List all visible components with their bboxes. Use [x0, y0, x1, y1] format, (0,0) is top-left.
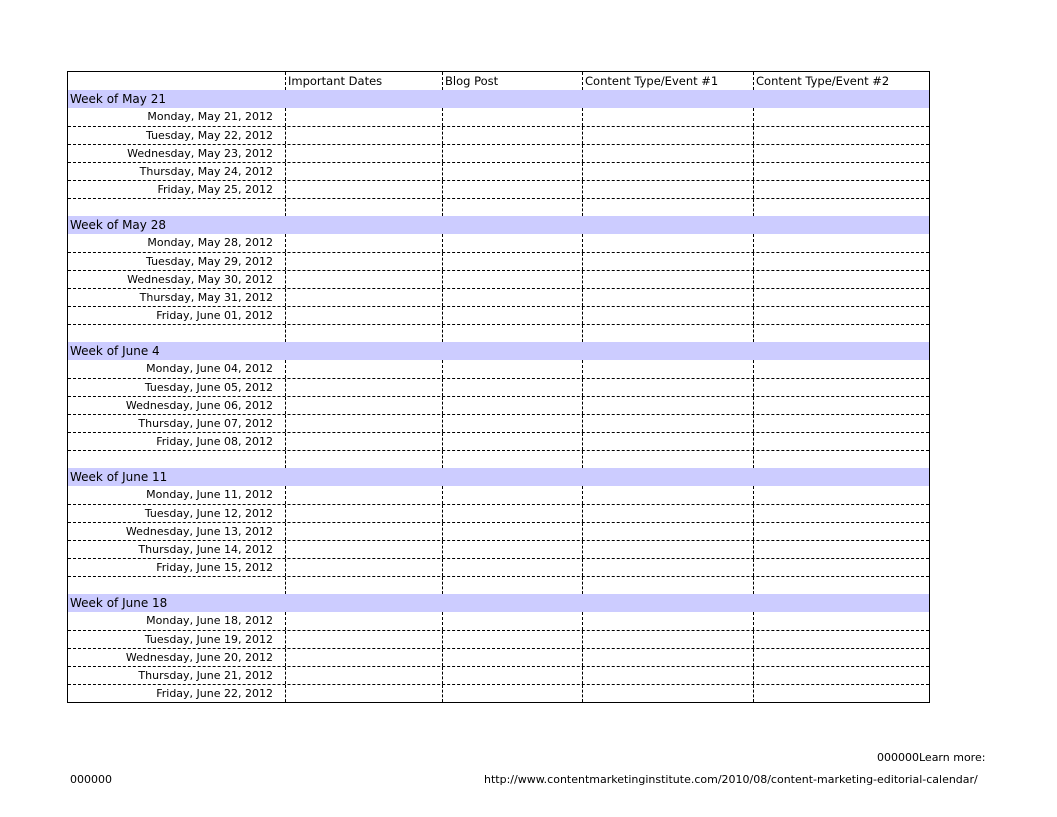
day-date: Monday, June 11, 2012: [146, 488, 273, 501]
important-dates-cell[interactable]: [285, 541, 442, 558]
content-type-2-cell[interactable]: [753, 486, 929, 504]
important-dates-cell[interactable]: [285, 649, 442, 666]
header-content-type-2: Content Type/Event #2: [753, 72, 929, 90]
important-dates-cell[interactable]: [285, 234, 442, 252]
week-band-row: [68, 90, 929, 108]
day-row: [68, 558, 929, 576]
important-dates-cell[interactable]: [285, 505, 442, 522]
spacer-row: [68, 324, 929, 342]
day-date: Thursday, May 31, 2012: [139, 291, 273, 304]
day-row: [68, 648, 929, 666]
important-dates-cell[interactable]: [285, 271, 442, 288]
important-dates-cell[interactable]: [285, 397, 442, 414]
day-row: [68, 180, 929, 198]
content-type-1-cell[interactable]: [582, 163, 753, 180]
day-date: Wednesday, May 23, 2012: [127, 147, 273, 160]
day-date: Monday, June 04, 2012: [146, 362, 273, 375]
content-type-1-cell[interactable]: [582, 433, 753, 450]
day-row: [68, 234, 929, 252]
spacer-cell: [753, 577, 929, 594]
spacer-cell: [68, 577, 285, 594]
spacer-cell: [582, 451, 753, 468]
header-content-type-1: Content Type/Event #1: [582, 72, 753, 90]
important-dates-cell[interactable]: [285, 379, 442, 396]
blog-post-cell[interactable]: [442, 433, 582, 450]
day-row: [68, 288, 929, 306]
week-band-row: [68, 468, 929, 486]
content-type-2-cell[interactable]: [753, 433, 929, 450]
content-type-1-cell[interactable]: [582, 667, 753, 684]
blog-post-cell[interactable]: [442, 271, 582, 288]
content-type-1-cell[interactable]: [582, 145, 753, 162]
content-type-1-cell[interactable]: [582, 649, 753, 666]
day-date: Thursday, May 24, 2012: [139, 165, 273, 178]
day-date: Thursday, June 14, 2012: [138, 543, 273, 556]
spacer-cell: [582, 577, 753, 594]
important-dates-cell[interactable]: [285, 433, 442, 450]
content-type-2-cell[interactable]: [753, 667, 929, 684]
spacer-row: [68, 198, 929, 216]
content-type-1-cell[interactable]: [582, 289, 753, 306]
content-type-2-cell[interactable]: [753, 253, 929, 270]
page-code: 000000: [70, 773, 112, 786]
important-dates-cell[interactable]: [285, 486, 442, 504]
spacer-cell: [285, 199, 442, 216]
blog-post-cell[interactable]: [442, 360, 582, 378]
day-date: Wednesday, June 06, 2012: [125, 399, 273, 412]
important-dates-cell[interactable]: [285, 523, 442, 540]
content-type-1-cell[interactable]: [582, 541, 753, 558]
content-type-2-cell[interactable]: [753, 163, 929, 180]
important-dates-cell[interactable]: [285, 307, 442, 324]
content-type-1-cell[interactable]: [582, 271, 753, 288]
content-type-1-cell[interactable]: [582, 108, 753, 126]
day-date: Wednesday, June 20, 2012: [125, 651, 273, 664]
editorial-calendar-table: [67, 71, 930, 703]
content-type-1-cell[interactable]: [582, 612, 753, 630]
day-row: [68, 270, 929, 288]
blog-post-cell[interactable]: [442, 685, 582, 702]
day-date: Tuesday, June 05, 2012: [144, 381, 273, 394]
blog-post-cell[interactable]: [442, 253, 582, 270]
important-dates-cell[interactable]: [285, 145, 442, 162]
learn-more-text: 000000Learn more:: [877, 751, 986, 764]
day-row: [68, 486, 929, 504]
day-row: [68, 414, 929, 432]
content-type-1-cell[interactable]: [582, 559, 753, 576]
blog-post-cell[interactable]: [442, 289, 582, 306]
content-type-2-cell[interactable]: [753, 541, 929, 558]
day-date: Monday, May 28, 2012: [147, 236, 273, 249]
calendar-body: [68, 90, 929, 702]
day-row: [68, 522, 929, 540]
content-type-2-cell[interactable]: [753, 127, 929, 144]
day-row: [68, 252, 929, 270]
day-row: [68, 378, 929, 396]
blog-post-cell[interactable]: [442, 379, 582, 396]
blog-post-cell[interactable]: [442, 559, 582, 576]
content-type-2-cell[interactable]: [753, 649, 929, 666]
day-date: Friday, May 25, 2012: [157, 183, 273, 196]
blog-post-cell[interactable]: [442, 667, 582, 684]
content-type-2-cell[interactable]: [753, 234, 929, 252]
reference-url[interactable]: http://www.contentmarketinginstitute.com/2010/08/content-marketing-editorial-calendar/: [484, 773, 978, 786]
week-band-row: [68, 342, 929, 360]
blog-post-cell[interactable]: [442, 127, 582, 144]
blog-post-cell[interactable]: [442, 397, 582, 414]
content-type-2-cell[interactable]: [753, 612, 929, 630]
week-band-row: [68, 216, 929, 234]
content-type-2-cell[interactable]: [753, 397, 929, 414]
blog-post-cell[interactable]: [442, 612, 582, 630]
blog-post-cell[interactable]: [442, 486, 582, 504]
spacer-row: [68, 450, 929, 468]
important-dates-cell[interactable]: [285, 289, 442, 306]
important-dates-cell[interactable]: [285, 181, 442, 198]
day-row: [68, 540, 929, 558]
content-type-1-cell[interactable]: [582, 379, 753, 396]
content-type-1-cell[interactable]: [582, 234, 753, 252]
spacer-cell: [442, 577, 582, 594]
day-date: Friday, June 08, 2012: [156, 435, 273, 448]
day-date: Monday, May 21, 2012: [147, 110, 273, 123]
important-dates-cell[interactable]: [285, 360, 442, 378]
day-row: [68, 432, 929, 450]
day-date: Thursday, June 21, 2012: [138, 669, 273, 682]
week-label: Week of May 28: [70, 218, 166, 232]
day-date: Tuesday, May 29, 2012: [146, 255, 273, 268]
important-dates-cell[interactable]: [285, 559, 442, 576]
week-label: Week of June 18: [70, 596, 168, 610]
content-type-1-cell[interactable]: [582, 181, 753, 198]
spacer-cell: [68, 451, 285, 468]
day-row: [68, 396, 929, 414]
day-row: [68, 504, 929, 522]
content-type-1-cell[interactable]: [582, 307, 753, 324]
content-type-1-cell[interactable]: [582, 397, 753, 414]
day-date: Wednesday, May 30, 2012: [127, 273, 273, 286]
important-dates-cell[interactable]: [285, 127, 442, 144]
spacer-cell: [68, 199, 285, 216]
spacer-cell: [582, 199, 753, 216]
day-date: Monday, June 18, 2012: [146, 614, 273, 627]
content-type-2-cell[interactable]: [753, 379, 929, 396]
day-row: [68, 630, 929, 648]
day-date: Friday, June 01, 2012: [156, 309, 273, 322]
important-dates-cell[interactable]: [285, 163, 442, 180]
important-dates-cell[interactable]: [285, 108, 442, 126]
header-blog-post: Blog Post: [442, 72, 582, 90]
content-type-1-cell[interactable]: [582, 127, 753, 144]
blog-post-cell[interactable]: [442, 181, 582, 198]
day-row: [68, 306, 929, 324]
content-type-1-cell[interactable]: [582, 685, 753, 702]
day-date: Friday, June 22, 2012: [156, 687, 273, 700]
spacer-cell: [285, 325, 442, 342]
day-row: [68, 162, 929, 180]
header-date-column: [68, 72, 285, 90]
important-dates-cell[interactable]: [285, 667, 442, 684]
blog-post-cell[interactable]: [442, 631, 582, 648]
important-dates-cell[interactable]: [285, 685, 442, 702]
week-label: Week of June 4: [70, 344, 160, 358]
spacer-cell: [753, 199, 929, 216]
week-label: Week of May 21: [70, 92, 166, 106]
week-label: Week of June 11: [70, 470, 168, 484]
day-date: Friday, June 15, 2012: [156, 561, 273, 574]
blog-post-cell[interactable]: [442, 307, 582, 324]
important-dates-cell[interactable]: [285, 415, 442, 432]
spacer-cell: [285, 577, 442, 594]
content-type-1-cell[interactable]: [582, 523, 753, 540]
spacer-cell: [442, 325, 582, 342]
spacer-cell: [753, 451, 929, 468]
blog-post-cell[interactable]: [442, 234, 582, 252]
blog-post-cell[interactable]: [442, 541, 582, 558]
day-row: [68, 144, 929, 162]
content-type-2-cell[interactable]: [753, 360, 929, 378]
spacer-cell: [68, 325, 285, 342]
day-date: Tuesday, June 12, 2012: [144, 507, 273, 520]
blog-post-cell[interactable]: [442, 505, 582, 522]
day-row: [68, 108, 929, 126]
content-type-2-cell[interactable]: [753, 289, 929, 306]
content-type-2-cell[interactable]: [753, 685, 929, 702]
spacer-cell: [582, 325, 753, 342]
week-band-row: [68, 594, 929, 612]
content-type-2-cell[interactable]: [753, 631, 929, 648]
day-row: [68, 612, 929, 630]
day-row: [68, 684, 929, 702]
content-type-2-cell[interactable]: [753, 523, 929, 540]
content-type-1-cell[interactable]: [582, 415, 753, 432]
spacer-cell: [442, 199, 582, 216]
important-dates-cell[interactable]: [285, 631, 442, 648]
content-type-1-cell[interactable]: [582, 505, 753, 522]
header-row: [68, 72, 929, 90]
content-type-1-cell[interactable]: [582, 631, 753, 648]
header-important-dates: Important Dates: [285, 72, 442, 90]
content-type-1-cell[interactable]: [582, 486, 753, 504]
content-type-2-cell[interactable]: [753, 181, 929, 198]
blog-post-cell[interactable]: [442, 163, 582, 180]
content-type-2-cell[interactable]: [753, 505, 929, 522]
day-row: [68, 360, 929, 378]
day-date: Tuesday, May 22, 2012: [146, 129, 273, 142]
blog-post-cell[interactable]: [442, 649, 582, 666]
spacer-cell: [285, 451, 442, 468]
content-type-2-cell[interactable]: [753, 559, 929, 576]
spacer-cell: [442, 451, 582, 468]
important-dates-cell[interactable]: [285, 253, 442, 270]
day-row: [68, 126, 929, 144]
blog-post-cell[interactable]: [442, 523, 582, 540]
content-type-2-cell[interactable]: [753, 271, 929, 288]
day-date: Thursday, June 07, 2012: [138, 417, 273, 430]
content-type-2-cell[interactable]: [753, 145, 929, 162]
day-date: Tuesday, June 19, 2012: [144, 633, 273, 646]
spacer-row: [68, 576, 929, 594]
content-type-2-cell[interactable]: [753, 415, 929, 432]
day-date: Wednesday, June 13, 2012: [125, 525, 273, 538]
content-type-2-cell[interactable]: [753, 307, 929, 324]
content-type-1-cell[interactable]: [582, 253, 753, 270]
important-dates-cell[interactable]: [285, 612, 442, 630]
blog-post-cell[interactable]: [442, 108, 582, 126]
day-row: [68, 666, 929, 684]
spacer-cell: [753, 325, 929, 342]
blog-post-cell[interactable]: [442, 415, 582, 432]
blog-post-cell[interactable]: [442, 145, 582, 162]
content-type-1-cell[interactable]: [582, 360, 753, 378]
content-type-2-cell[interactable]: [753, 108, 929, 126]
